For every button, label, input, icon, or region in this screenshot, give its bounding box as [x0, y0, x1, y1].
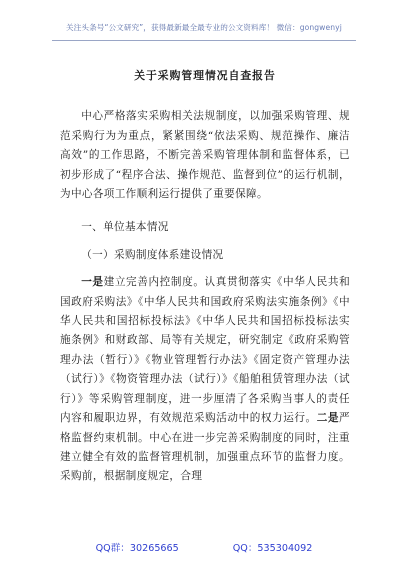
- header-banner: [0, 22, 408, 33]
- footer-contacts: [0, 540, 408, 554]
- document-title: 关于采购管理情况自查报告: [134, 69, 276, 82]
- banner-wechat-id[interactable]: gongwenyj: [299, 23, 342, 32]
- banner-text: 关注头条号“公文研究”，获得最新最全最专业的公文资料库！ 微信：: [65, 23, 300, 32]
- body-paragraph: [60, 273, 350, 486]
- subsection-heading: （一）采购制度体系建设情况: [81, 248, 224, 261]
- paragraph-text: 严格监督约束机制。中心在进一步完善采购制度的同时，注重建立健全有效的监督管理机制，加强重点环节的监督力度。采购前，根据制度规定，合理: [60, 412, 350, 483]
- qq-group-number: QQ群：30265665: [95, 543, 179, 554]
- paragraph-lead: 一是: [81, 276, 104, 289]
- qq-number: QQ：535304092: [232, 543, 313, 554]
- header-divider: [52, 40, 356, 41]
- paragraph-lead: 二是: [316, 412, 340, 425]
- document-body: [60, 66, 350, 487]
- section-heading: 一、单位基本情况: [81, 221, 169, 234]
- paragraph-text: 建立完善内控制度。认真贯彻落实《中华人民共和国政府采购法》《中华人民共和国政府采购法实施条例》《中华人民共和国招标投标法》《中华人民共和国招标投标法实施条例》和财政部、局等有关规定，研究制定《政府采购管理办法（暂行）》《物业管理暂行办法》《固定资产管理办法（试行）》《物资管理办法（试行）》《船舶租赁管理办法（试行）》等采购管理制度，进一步厘清了各采购当事人的责任内容和履职边界，有效规范采购活动中的权力运行。: [60, 276, 351, 425]
- intro-paragraph: 中心严格落实采购相关法规制度，以加强采购管理、规范采购行为为重点，紧紧围绕“依法采购、规范操作、廉洁高效”的工作思路，不断完善采购管理体制和监督体系，已初步形成了“程序合法、操作规范、监督到位”的运行机制，为中心各项工作顺利运行提供了重要保障。: [60, 110, 350, 201]
